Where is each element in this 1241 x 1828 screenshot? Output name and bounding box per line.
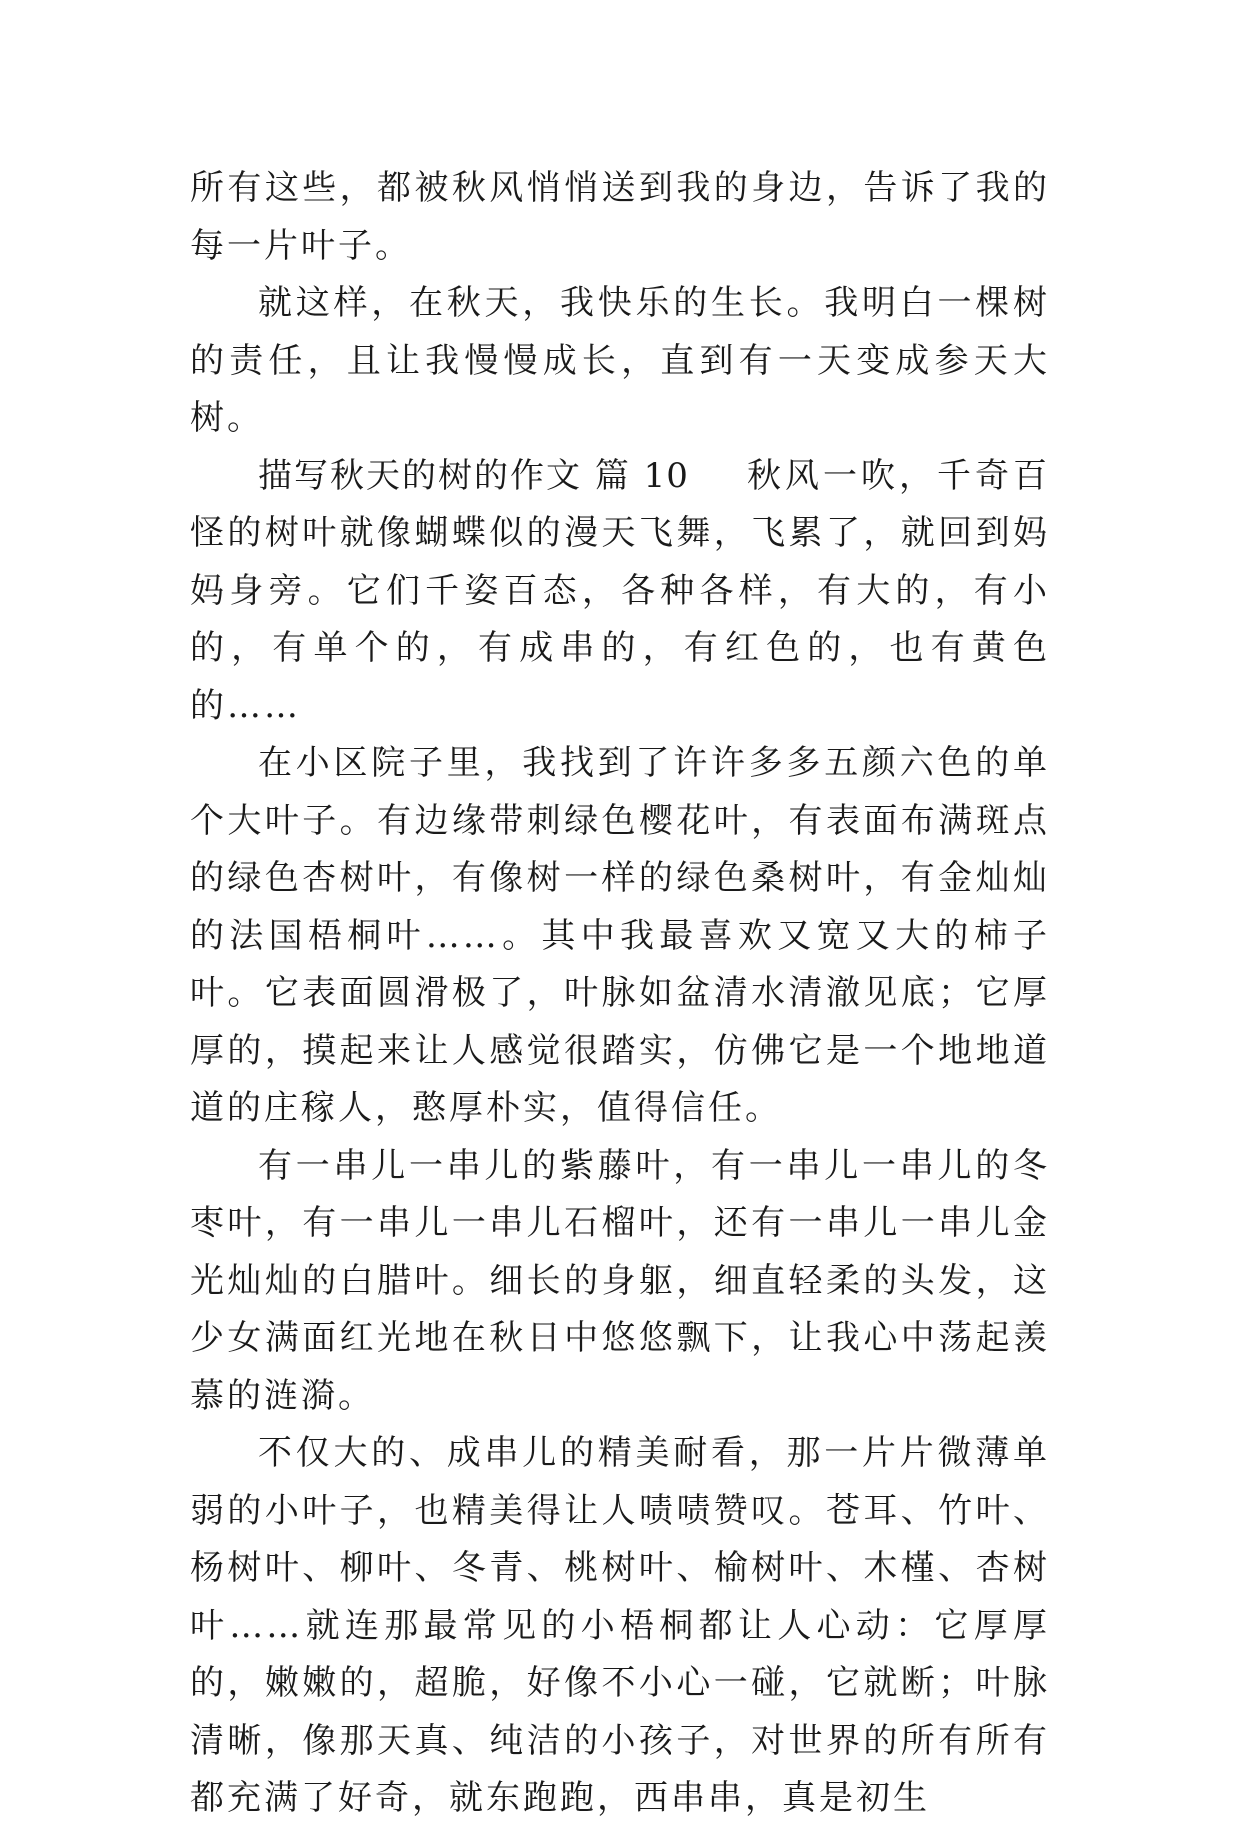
paragraph-1: 所有这些，都被秋风悄悄送到我的身边，告诉了我的每一片叶子。 (190, 168, 1050, 266)
paragraph-2: 就这样，在秋天，我快乐的生长。我明白一棵树的责任，且让我慢慢成长，直到有一天变成参天大树。 (190, 283, 1050, 438)
section-heading: 描写秋天的树的作文 篇 10 (258, 455, 689, 496)
paragraph-4: 在小区院子里，我找到了许许多多五颜六色的单个大叶子。有边缘带刺绿色樱花叶，有表面布满斑点的绿色杏树叶，有像树一样的绿色桑树叶，有金灿灿的法国梧桐叶……。其中我最喜欢又宽又大的柿子叶。它表面圆滑极了，叶脉如盆清水清澈见底；它厚厚的，摸起来让人感觉很踏实，仿佛它是一个地地道道的庄稼人，憨厚朴实，值得信任。 (190, 743, 1050, 1128)
paragraph-3-text: 秋风一吹，千奇百怪的树叶就像蝴蝶似的漫天飞舞，飞累了，就回到妈妈身旁。它们千姿百态，各种各样，有大的，有小的，有单个的，有成串的，有红色的，也有黄色的…… (190, 455, 1050, 726)
document-body (190, 160, 1050, 1828)
heading-spacer (689, 456, 746, 496)
paragraph-3 (190, 448, 1050, 736)
paragraph-6: 不仅大的、成串儿的精美耐看，那一片片微薄单弱的小叶子，也精美得让人啧啧赞叹。苍耳、竹叶、杨树叶、柳叶、冬青、桃树叶、榆树叶、木槿、杏树叶……就连那最常见的小梧桐都让人心动：它厚厚的，嫩嫩的，超脆，好像不小心一碰，它就断；叶脉清晰，像那天真、纯洁的小孩子，对世界的所有所有都充满了好奇，就东跑跑，西串串，真是初生 (190, 1433, 1050, 1818)
paragraph-5: 有一串儿一串儿的紫藤叶，有一串儿一串儿的冬枣叶，有一串儿一串儿石榴叶，还有一串儿一串儿金光灿灿的白腊叶。细长的身躯，细直轻柔的头发，这少女满面红光地在秋日中悠悠飘下，让我心中荡起羡慕的涟漪。 (190, 1145, 1050, 1416)
